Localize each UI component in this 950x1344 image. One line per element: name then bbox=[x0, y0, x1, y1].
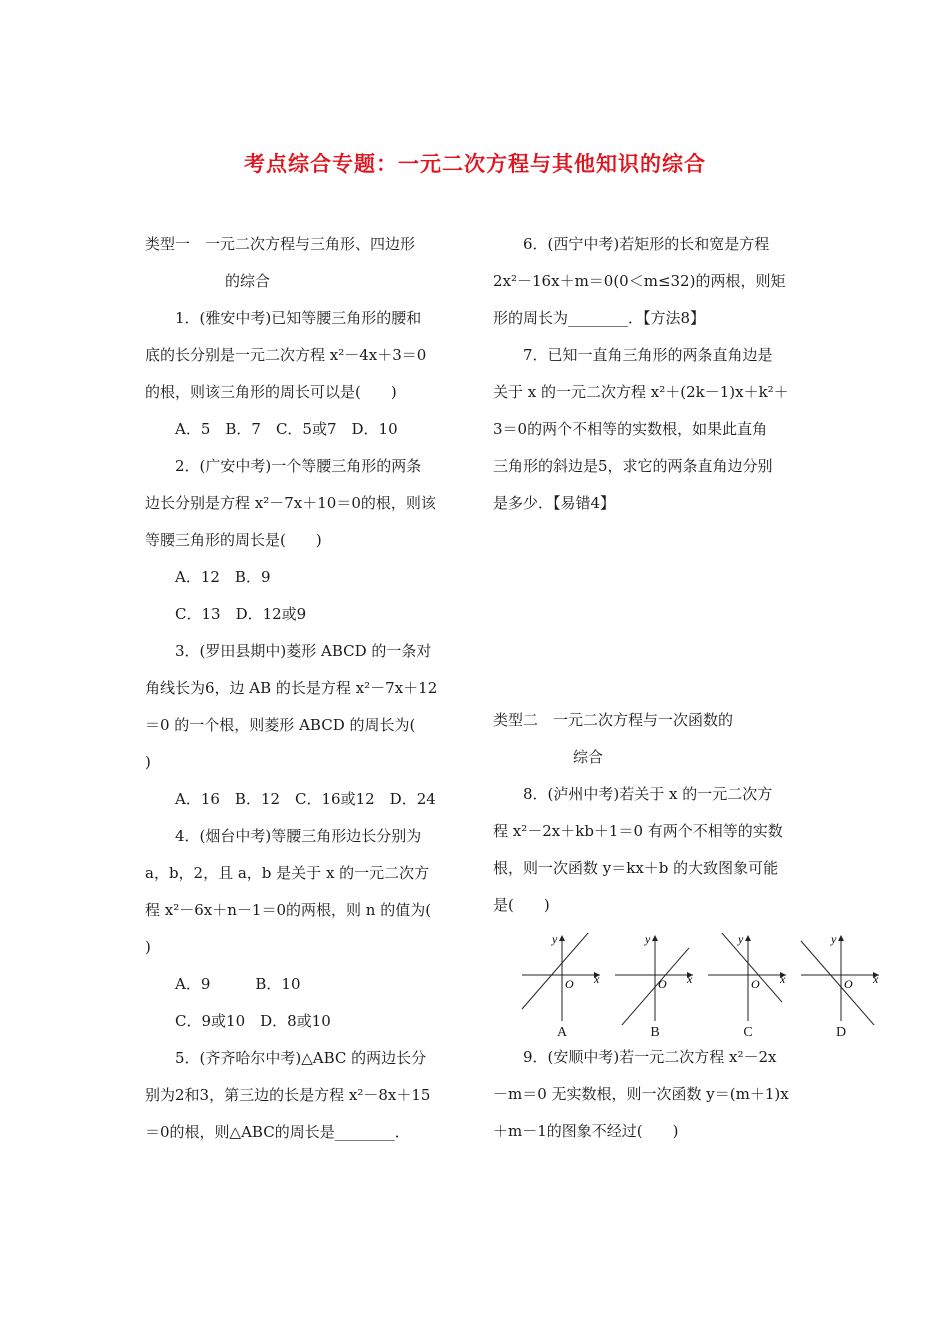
graph-option-d bbox=[799, 933, 887, 1043]
text-line: 9．(安顺中考)若一元二次方程 x²－2x bbox=[523, 1048, 777, 1066]
section-two bbox=[493, 711, 811, 933]
left-column bbox=[145, 235, 463, 1160]
function-line bbox=[615, 948, 689, 1025]
coordinate-plot bbox=[706, 933, 794, 1025]
text-line: 角线长为6，边 AB 的长是方程 x²－7x＋12 bbox=[145, 679, 438, 697]
text-line: 6．(西宁中考)若矩形的长和宽是方程 bbox=[523, 235, 770, 253]
text-line: 3＝0的两个不相等的实数根，如果此直角 bbox=[493, 420, 768, 438]
text-line: 关于 x 的一元二次方程 x²＋(2k－1)x＋k²＋ bbox=[493, 383, 789, 401]
coordinate-plot bbox=[520, 933, 608, 1025]
text-line: 类型二 一元二次方程与一次函数的 bbox=[493, 711, 734, 729]
coordinate-plot bbox=[799, 933, 887, 1025]
text-line: 类型一 一元二次方程与三角形、四边形 bbox=[145, 235, 416, 253]
graph-option-a bbox=[520, 933, 608, 1043]
coordinate-plot bbox=[613, 933, 701, 1025]
origin-label: O bbox=[658, 977, 667, 991]
y-axis-label: y bbox=[831, 933, 837, 946]
function-line bbox=[522, 933, 596, 1009]
right-column bbox=[493, 235, 879, 1159]
text-line: 2．(广安中考)一个等腰三角形的两条 bbox=[175, 457, 422, 475]
text-line: 三角形的斜边是5，求它的两条直角边分别 bbox=[493, 457, 773, 475]
text-line: 边长分别是方程 x²－7x＋10＝0的根，则该 bbox=[145, 494, 436, 512]
text-line: 5．(齐齐哈尔中考)△ABC 的两边长分 bbox=[175, 1049, 427, 1067]
text-line: 2x²－16x＋m＝0(0＜m≤32)的两根，则矩 bbox=[493, 272, 786, 290]
text-line: 是( ) bbox=[493, 896, 550, 914]
text-line: 综合 bbox=[573, 748, 604, 766]
function-line bbox=[708, 933, 782, 1002]
text-line: 等腰三角形的周长是( ) bbox=[145, 531, 322, 549]
x-axis-label: x bbox=[873, 972, 879, 986]
text-line: a，b，2，且 a，b 是关于 x 的一元二次方 bbox=[145, 864, 430, 882]
text-line: 1．(雅安中考)已知等腰三角形的腰和 bbox=[175, 309, 422, 327]
y-axis-label: y bbox=[552, 933, 558, 946]
x-axis-label: x bbox=[687, 972, 693, 986]
text-line: 程 x²－6x＋n－1＝0的两根，则 n 的值为( bbox=[145, 901, 432, 919]
text-line: 是多少．【易错4】 bbox=[493, 494, 616, 512]
text-line: 3．(罗田县期中)菱形 ABCD 的一条对 bbox=[175, 642, 432, 660]
option-label: D bbox=[835, 1025, 847, 1040]
graph-options bbox=[520, 933, 879, 1048]
text-line: A．5 B．7 C．5或7 D．10 bbox=[175, 420, 398, 438]
origin-label: O bbox=[565, 977, 574, 991]
y-axis-label: y bbox=[645, 933, 651, 946]
text-line: 的综合 bbox=[225, 272, 271, 290]
text-line: ) bbox=[145, 753, 151, 771]
text-line: 底的长分别是一元二次方程 x²－4x＋3＝0 bbox=[145, 346, 427, 364]
question-9 bbox=[493, 1048, 811, 1159]
option-label: C bbox=[743, 1025, 753, 1040]
text-line: 的根，则该三角形的周长可以是( ) bbox=[145, 383, 397, 401]
origin-label: O bbox=[751, 977, 760, 991]
function-line bbox=[801, 941, 875, 1025]
y-arrow-icon bbox=[559, 935, 565, 941]
text-line: ＝0的根，则△ABC的周长是________． bbox=[145, 1123, 410, 1141]
x-axis-label: x bbox=[780, 972, 786, 986]
y-arrow-icon bbox=[652, 935, 658, 941]
graph-option-c bbox=[706, 933, 794, 1043]
text-line: 程 x²－2x＋kb＋1＝0 有两个不相等的实数 bbox=[493, 822, 783, 840]
text-line: ) bbox=[145, 938, 151, 956]
text-line: A．9 B．10 bbox=[175, 975, 301, 993]
text-line: 形的周长为________．【方法8】 bbox=[493, 309, 706, 327]
y-axis-label: y bbox=[738, 933, 744, 946]
text-line: 4．(烟台中考)等腰三角形边长分别为 bbox=[175, 827, 422, 845]
questions-6-7 bbox=[493, 235, 811, 531]
page-title: 考点综合专题：一元二次方程与其他知识的综合 bbox=[244, 151, 706, 176]
text-line: 8．(泸州中考)若关于 x 的一元二次方 bbox=[523, 785, 773, 803]
y-arrow-icon bbox=[745, 935, 751, 941]
text-line: A．16 B．12 C．16或12 D．24 bbox=[175, 790, 436, 808]
y-arrow-icon bbox=[838, 935, 844, 941]
x-axis-label: x bbox=[594, 972, 600, 986]
origin-label: O bbox=[844, 977, 853, 991]
text-line: 根，则一次函数 y＝kx＋b 的大致图象可能 bbox=[493, 859, 779, 877]
option-label: A bbox=[556, 1025, 568, 1040]
text-line: ＋m－1的图象不经过( ) bbox=[493, 1122, 679, 1140]
text-line: 7．已知一直角三角形的两条直角边是 bbox=[523, 346, 773, 364]
text-line: 别为2和3，第三边的长是方程 x²－8x＋15 bbox=[145, 1086, 431, 1104]
text-line: ＝0 的一个根，则菱形 ABCD 的周长为( bbox=[145, 716, 416, 734]
text-line: A．12 B．9 bbox=[175, 568, 271, 586]
option-label: B bbox=[650, 1025, 660, 1040]
text-line: C．9或10 D．8或10 bbox=[175, 1012, 331, 1030]
text-line: －m＝0 无实数根，则一次函数 y＝(m＋1)x bbox=[493, 1085, 789, 1103]
answer-space bbox=[493, 531, 811, 711]
text-line: C．13 D．12或9 bbox=[175, 605, 307, 623]
graph-option-b bbox=[613, 933, 701, 1043]
